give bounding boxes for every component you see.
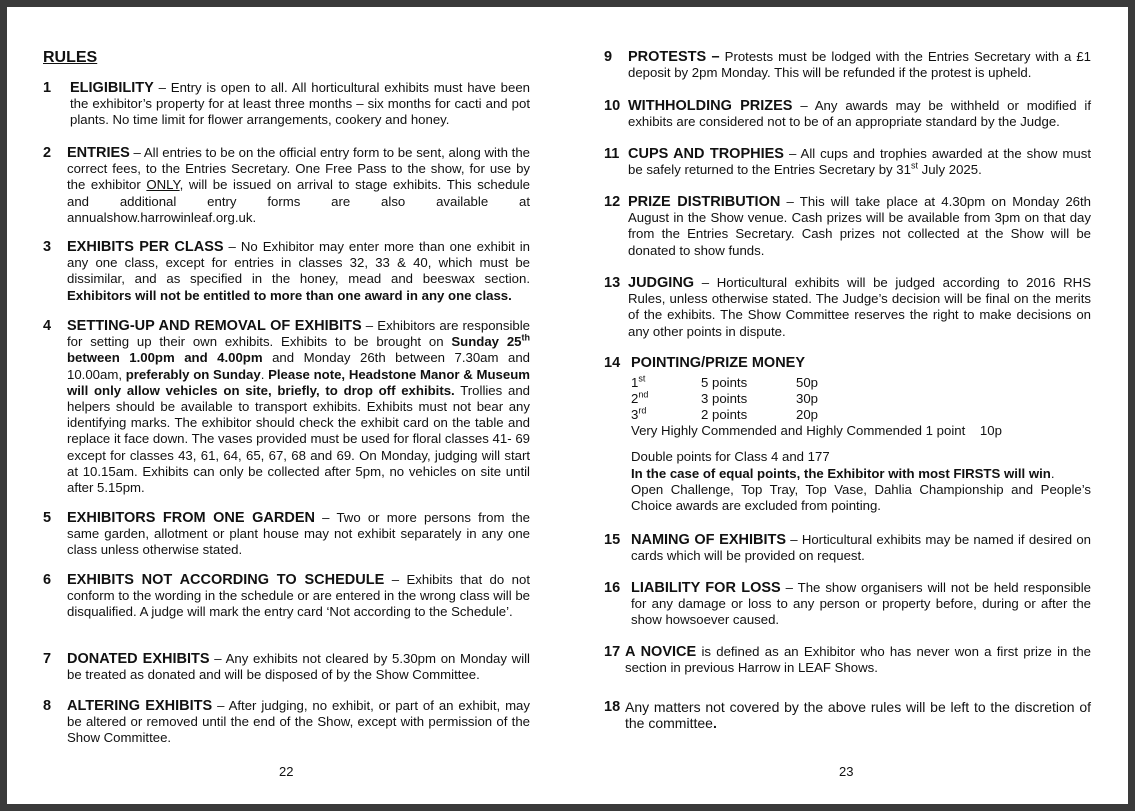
rule-text: – After judging, no exhibit, or part of an exhibit, may be altered or removed until the end of the Show, except with permission of the Show Committee. bbox=[67, 698, 530, 746]
rules-heading: RULES bbox=[43, 49, 98, 66]
rule-number: 14 bbox=[604, 355, 621, 371]
rule-3 bbox=[43, 239, 530, 304]
rule-13 bbox=[604, 275, 1091, 340]
rule-5 bbox=[43, 510, 530, 559]
rule-11 bbox=[604, 146, 1091, 178]
rule-text: – Exhibitors are responsible for setting up their own exhibits. Exhibits to be brought on bbox=[67, 318, 530, 350]
rule-number: 10 bbox=[604, 98, 621, 114]
rule-4 bbox=[43, 318, 530, 496]
rule-text: . bbox=[1050, 465, 1055, 481]
rule-text-bold: between 1.00pm and 4.00pm bbox=[67, 350, 263, 366]
rule-6 bbox=[43, 572, 530, 621]
rule-text: Trollies and helpers should be available to transport exhibits. Exhibits must not bear any identifying marks. The exhibitor should check the exhibit card on the table and replace it face down. The vases provided must be used for floral classes 41- 69 except for classes 43, 61, 64, 65, 67, 68 and 69. On Monday, judging will start at 10.15am. Exhibits can only be collected after 5pm, no vehicles on site until after 5.15pm. bbox=[67, 382, 530, 496]
rule-text: – Two or more persons from the same garden, allotment or plant house may not exhibit separately in any one class unless otherwise stated. bbox=[67, 510, 531, 558]
left-page bbox=[7, 7, 567, 804]
equal-points-note: In the case of equal points, the Exhibitor with most FIRSTS will win bbox=[631, 465, 1051, 481]
rule-number: 9 bbox=[604, 49, 613, 65]
rule-number: 1 bbox=[43, 80, 52, 96]
superscript: th bbox=[521, 332, 530, 343]
rule-15 bbox=[604, 532, 1091, 564]
rule-8 bbox=[43, 698, 530, 747]
rule-title: ELIGIBILITY bbox=[70, 80, 154, 96]
page-number: 23 bbox=[839, 764, 854, 779]
rule-17 bbox=[604, 644, 1091, 676]
rule-title: POINTING/PRIZE MONEY bbox=[631, 355, 806, 371]
rule-text: – The show organisers will not be held responsible for any damage or loss to any person or property before, during or after the show howsoever caused. bbox=[631, 580, 1092, 628]
points: 5 points bbox=[701, 375, 748, 391]
rule-title: CUPS AND TROPHIES bbox=[628, 146, 784, 162]
superscript: nd bbox=[638, 389, 649, 400]
rule-text: – Exhibits that do not conform to the wording in the schedule or are entered in the wrong class will be disqualified. A judge will mark the entry card ‘Not according to the Schedule’. bbox=[67, 572, 531, 620]
rule-9 bbox=[604, 49, 1091, 81]
rule-text: . bbox=[712, 715, 717, 732]
rule-text: , will be issued on arrival to stage exhibits. This schedule and additional entry forms are also available at annualshow.harrowinleaf.org.uk. bbox=[67, 177, 530, 225]
rule-text: Any matters not covered by the above rules will be left to the discretion of the committee bbox=[625, 699, 1091, 732]
rule-title: EXHIBITORS FROM ONE GARDEN bbox=[67, 510, 315, 526]
double-points-line: Double points for Class 4 and 177 bbox=[631, 449, 830, 465]
rule-number: 8 bbox=[43, 698, 52, 714]
rule-text-bold: Please note, Headstone Manor & Museum will only allow vehicles on site, briefly, to drop off exhibits. bbox=[67, 366, 530, 398]
rule-title: WITHHOLDING PRIZES bbox=[628, 98, 793, 114]
place: 1 bbox=[631, 375, 639, 391]
rule-text: – Any exhibits not cleared by 5.30pm on Monday will be treated as donated and will be disposed of by the Show Committee. bbox=[67, 651, 530, 683]
rule-text: – Any awards may be withheld or modified if exhibits are considered not to be of an appropriate standard by the Judge. bbox=[628, 98, 1091, 130]
superscript: st bbox=[638, 373, 646, 384]
rule-7 bbox=[43, 651, 530, 683]
rule-title: ENTRIES bbox=[67, 145, 130, 161]
rule-number: 5 bbox=[43, 510, 52, 526]
page-number: 22 bbox=[279, 764, 294, 779]
rule-number: 6 bbox=[43, 572, 52, 588]
rule-12 bbox=[604, 194, 1091, 259]
rule-text-bold: preferably on Sunday bbox=[125, 366, 261, 382]
rule-1 bbox=[43, 80, 530, 129]
rule-14 bbox=[604, 355, 1091, 514]
rule-text: and Monday 26th between 7.30am and 10.00am, bbox=[67, 350, 530, 382]
place: 3 bbox=[631, 407, 639, 423]
rule-text: – Entry is open to all. All horticultural exhibits must have been the exhibitor’s property for at least three months – six months for cacti and pot plants. No time limit for flower arrangements, cookery and honey. bbox=[70, 80, 530, 128]
prize-money: 50p bbox=[796, 375, 819, 391]
rule-title: DONATED EXHIBITS bbox=[67, 651, 210, 667]
rule-number: 11 bbox=[604, 146, 620, 162]
rule-text: – Horticultural exhibits may be named if desired on cards which will be provided on request. bbox=[631, 532, 1091, 564]
rule-title: NAMING OF EXHIBITS bbox=[631, 532, 787, 548]
superscript: st bbox=[910, 160, 918, 171]
rule-number: 18 bbox=[604, 699, 621, 715]
rule-title: LIABILITY FOR LOSS bbox=[631, 580, 781, 596]
rule-text: – All entries to be on the official entry form to be sent, along with the correct fees, to the Entries Secretary. One Free Pass to the show, for use by the exhibitor bbox=[67, 145, 530, 193]
rule-number: 3 bbox=[43, 239, 52, 255]
rule-number: 4 bbox=[43, 318, 52, 334]
points-row bbox=[631, 375, 1091, 391]
rule-text: is defined as an Exhibitor who has never won a first prize in the section in previous Harrow in LEAF Shows. bbox=[625, 644, 1091, 676]
points: 3 points bbox=[701, 391, 748, 407]
rule-title: PRIZE DISTRIBUTION bbox=[628, 194, 781, 210]
points: 2 points bbox=[701, 407, 748, 423]
rule-10 bbox=[604, 98, 1091, 130]
excluded-note: Open Challenge, Top Tray, Top Vase, Dahlia Championship and People’s Choice awards are excluded from pointing. bbox=[631, 481, 1091, 514]
rule-number: 16 bbox=[604, 580, 621, 596]
rule-16 bbox=[604, 580, 1091, 629]
rule-text: – This will take place at 4.30pm on Monday 26th August in the Show venue. Cash prizes will be available from 3pm on that day from the Entries Secretary. Cash prizes not collected at the Show will be donated to show funds. bbox=[628, 194, 1091, 258]
points-row bbox=[631, 407, 1091, 423]
rule-number: 2 bbox=[43, 145, 52, 161]
rule-2 bbox=[43, 145, 530, 226]
superscript: rd bbox=[638, 405, 647, 416]
commended-line: Very Highly Commended and Highly Commended 1 point 10p bbox=[631, 423, 1002, 439]
rule-text-underlined: ONLY bbox=[146, 177, 180, 193]
rule-title: JUDGING bbox=[628, 275, 695, 291]
rule-text: – All cups and trophies awarded at the show must be safely returned to the Entries Secretary by 31 bbox=[628, 146, 1091, 178]
document-spread bbox=[7, 7, 1128, 804]
rule-number: 15 bbox=[604, 532, 621, 548]
points-table bbox=[631, 375, 1091, 423]
right-page bbox=[567, 7, 1128, 804]
rule-title: SETTING-UP AND REMOVAL OF EXHIBITS bbox=[67, 318, 362, 334]
rule-text-bold: Sunday 25 bbox=[451, 334, 522, 350]
points-row bbox=[631, 391, 1091, 407]
prize-money: 20p bbox=[796, 407, 819, 423]
rule-number: 17 bbox=[604, 644, 621, 660]
rule-18 bbox=[604, 699, 1091, 731]
rule-number: 13 bbox=[604, 275, 621, 291]
rule-text: . bbox=[260, 366, 269, 382]
rule-text-bold: Exhibitors will not be entitled to more than one award in any one class. bbox=[67, 287, 512, 303]
rule-text: – Horticultural exhibits will be judged according to 2016 RHS Rules, unless otherwise stated. The Judge’s decision will be final on the merits of the exhibits. The Show Committee reserves the right to make decisions on any other points in dispute. bbox=[628, 275, 1091, 339]
rule-title: A NOVICE bbox=[625, 644, 697, 660]
rule-title: EXHIBITS PER CLASS bbox=[67, 239, 224, 255]
rule-number: 7 bbox=[43, 651, 52, 667]
place: 2 bbox=[631, 391, 639, 407]
rule-title: EXHIBITS NOT ACCORDING TO SCHEDULE bbox=[67, 572, 385, 588]
rule-title: ALTERING EXHIBITS bbox=[67, 698, 213, 714]
rule-title: PROTESTS – bbox=[628, 49, 720, 65]
prize-money: 30p bbox=[796, 391, 819, 407]
rule-text: July 2025. bbox=[917, 162, 982, 178]
rule-text: Protests must be lodged with the Entries Secretary with a £1 deposit by 2pm Monday. This will be refunded if the protest is upheld. bbox=[628, 49, 1091, 81]
rule-number: 12 bbox=[604, 194, 621, 210]
rule-text: – No Exhibitor may enter more than one exhibit in any one class, except for entries in classes 32, 33 & 40, which must be dissimilar, and as specified in the honey, mead and beeswax section. bbox=[67, 239, 530, 287]
